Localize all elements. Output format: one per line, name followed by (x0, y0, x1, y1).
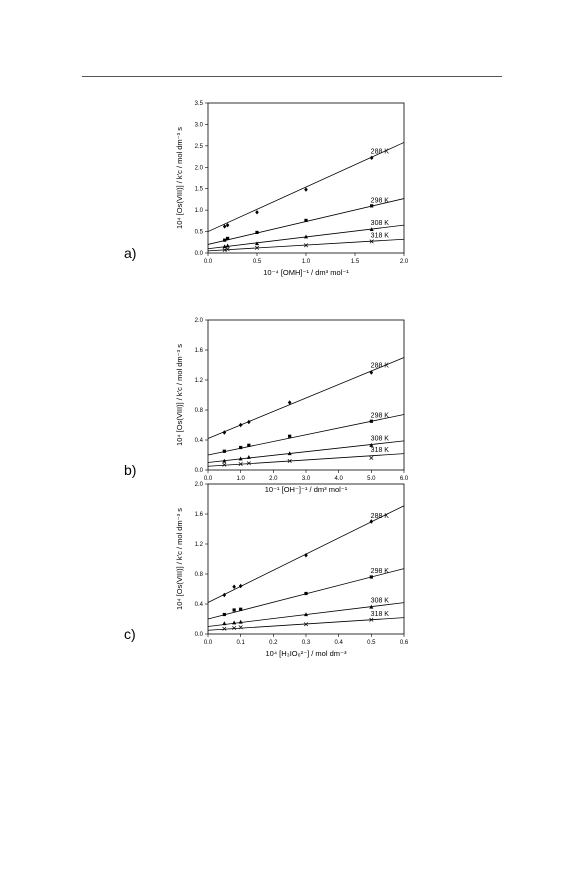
data-point-288k (370, 370, 374, 374)
data-point-318k (226, 247, 230, 251)
y-tick-label: 3.5 (194, 101, 203, 107)
x-tick-label: 1.0 (236, 476, 245, 482)
data-point-288k (255, 210, 259, 214)
series-label-298k: 298 K (370, 412, 389, 420)
x-tick-label: 0.1 (236, 640, 245, 646)
series-label-308k: 308 K (370, 220, 389, 228)
chart-a (150, 95, 430, 305)
data-point-298k (239, 446, 242, 449)
data-point-298k (223, 450, 226, 453)
x-tick-label: 3.0 (301, 476, 311, 482)
data-point-308k (239, 620, 243, 624)
data-point-288k (239, 584, 243, 588)
x-tick-label: 0.0 (203, 476, 213, 482)
y-tick-label: 0.4 (194, 602, 203, 608)
x-axis-label: 10⁴ [H₃IO₆²⁻] / mol dm⁻³ (265, 649, 347, 658)
data-point-298k (370, 420, 373, 423)
x-tick-label: 0.5 (252, 259, 262, 265)
data-point-288k (247, 420, 251, 424)
series-label-298k: 298 K (370, 197, 389, 205)
y-tick-label: 2.0 (194, 165, 203, 172)
y-axis-label: 10⁴ [Os(VIII)] / k′c / mol dm⁻³ s (175, 127, 184, 229)
data-point-298k (304, 592, 307, 595)
x-axis-label: 10⁻⁴ [OMH]⁻¹ / dm³ mol⁻¹ (263, 268, 349, 277)
y-tick-label: 1.0 (194, 208, 203, 215)
data-point-298k (233, 608, 236, 611)
y-tick-label: 0.0 (194, 632, 203, 638)
x-tick-label: 6.0 (399, 476, 409, 482)
chart-panel-c (124, 476, 430, 658)
series-label-308k: 308 K (370, 435, 389, 443)
panel-label-b: b) (124, 462, 137, 478)
header-rule (82, 76, 502, 77)
x-tick-label: 0.3 (301, 640, 311, 646)
data-point-298k (239, 608, 242, 611)
x-tick-label: 2.0 (399, 259, 409, 265)
y-tick-label: 2.5 (194, 143, 203, 150)
y-tick-label: 0.0 (194, 468, 203, 474)
y-tick-label: 2.0 (194, 318, 203, 324)
data-point-298k (223, 239, 226, 242)
data-point-318k (370, 456, 374, 460)
data-point-298k (255, 231, 258, 234)
data-point-298k (223, 613, 226, 616)
fit-line-288k (208, 358, 404, 439)
chart-panel-a (124, 95, 430, 277)
chart-c (150, 476, 430, 686)
y-tick-label: 2.0 (194, 482, 203, 488)
data-point-308k (226, 244, 230, 248)
x-tick-label: 0.5 (367, 640, 376, 646)
data-point-298k (304, 219, 307, 222)
series-label-318k: 318 K (370, 610, 389, 618)
series-label-288k: 288 K (370, 362, 389, 370)
series-label-318k: 318 K (370, 446, 389, 454)
x-tick-label: 0.0 (203, 640, 213, 646)
data-point-298k (370, 204, 373, 207)
x-axis-label: 10⁻¹ [OH⁻]⁻¹ / dm³ mol⁻¹ (264, 485, 348, 494)
x-tick-label: 0.0 (203, 259, 213, 265)
y-tick-label: 1.2 (194, 542, 203, 548)
data-point-308k (222, 621, 226, 625)
series-label-288k: 288 K (370, 148, 389, 156)
x-tick-label: 0.4 (334, 640, 343, 646)
x-tick-label: 0.6 (399, 640, 409, 646)
fit-line-288k (208, 142, 404, 231)
fit-line-318k (208, 454, 404, 467)
y-tick-label: 1.2 (194, 378, 203, 384)
x-tick-label: 1.0 (301, 259, 311, 265)
y-axis-label: 10⁴ [Os(VIII)] / k′c / mol dm⁻³ s (175, 508, 184, 610)
y-tick-label: 0.0 (194, 251, 203, 257)
y-tick-label: 0.5 (194, 229, 203, 236)
y-tick-label: 1.6 (194, 348, 203, 354)
y-tick-label: 3.0 (194, 122, 203, 129)
x-tick-label: 0.2 (269, 640, 278, 646)
series-label-298k: 298 K (370, 568, 389, 576)
data-point-318k (232, 626, 236, 630)
data-point-308k (247, 455, 251, 459)
data-point-298k (226, 237, 229, 240)
data-point-298k (288, 435, 291, 438)
chart-panel-b (124, 312, 430, 494)
series-label-308k: 308 K (370, 597, 389, 605)
data-point-298k (370, 575, 373, 578)
series-label-318k: 318 K (370, 232, 389, 240)
x-tick-label: 4.0 (334, 476, 343, 482)
data-point-288k (239, 423, 243, 427)
series-label-288k: 288 K (370, 513, 389, 521)
panel-label-a: a) (124, 245, 137, 261)
y-tick-label: 0.8 (194, 408, 203, 414)
panel-label-c: c) (124, 626, 136, 642)
y-tick-label: 0.4 (194, 438, 203, 444)
y-tick-label: 0.8 (194, 572, 203, 578)
x-tick-label: 2.0 (269, 476, 278, 482)
plot-frame (208, 103, 404, 253)
y-tick-label: 1.5 (194, 186, 203, 193)
y-axis-label: 10⁴ [Os(VIII)] / k′c / mol dm⁻³ s (175, 344, 184, 446)
data-point-288k (304, 187, 308, 191)
x-tick-label: 5.0 (367, 476, 376, 482)
data-point-288k (232, 585, 236, 589)
x-tick-label: 1.5 (350, 259, 360, 265)
data-point-308k (232, 621, 236, 625)
y-tick-label: 1.6 (194, 512, 203, 518)
data-point-298k (247, 444, 250, 447)
